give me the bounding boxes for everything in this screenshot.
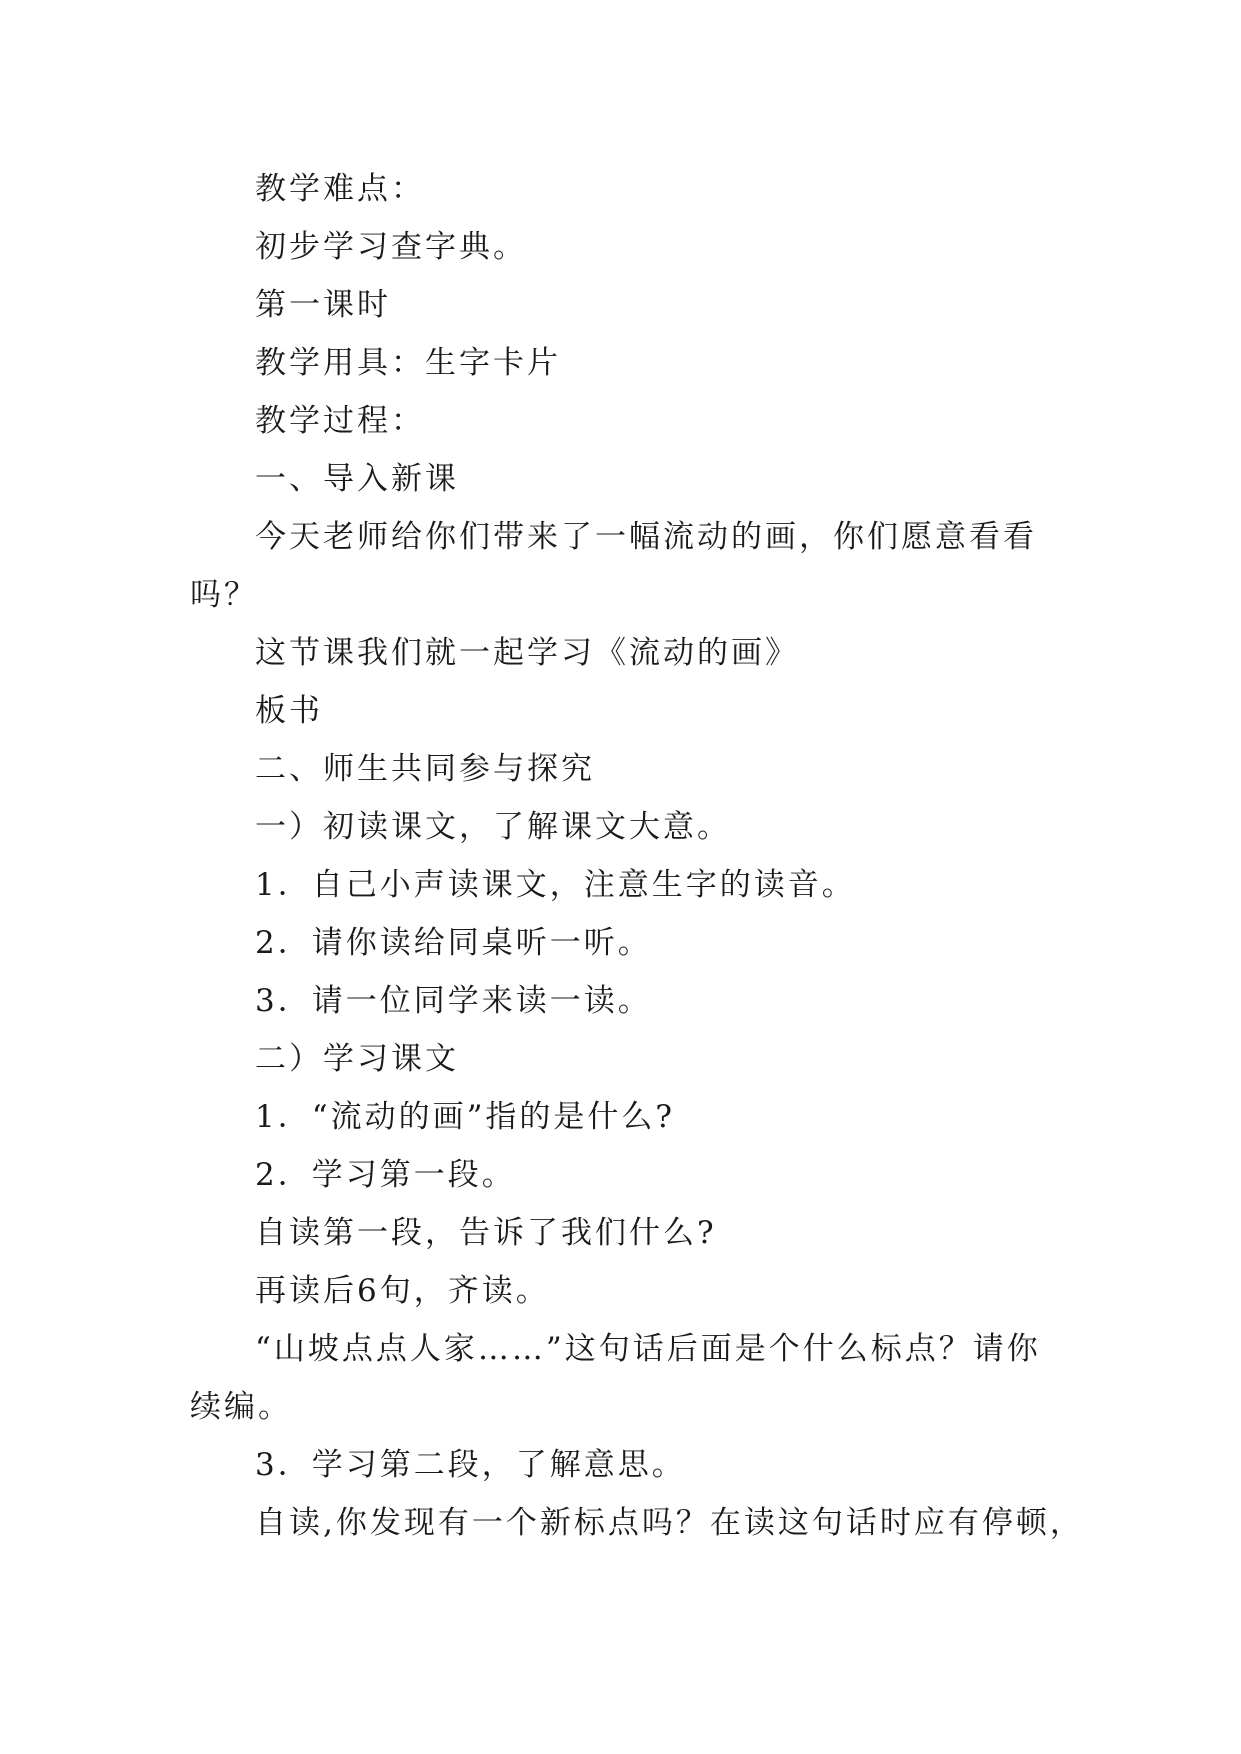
subsection-heading: 二）学习课文 xyxy=(255,1041,459,1077)
paragraph: “山坡点点人家……”这句话后面是个什么标点？请你续编。 xyxy=(190,1331,1041,1425)
text-line: 自读,你发现有一个新标点吗？在读这句话时应有停顿， xyxy=(255,1505,1084,1541)
text-line: 教学用具：生字卡片 xyxy=(255,345,561,381)
paragraph: 今天老师给你们带来了一幅流动的画，你们愿意看看吗？ xyxy=(190,519,1037,613)
subsection-heading: 一）初读课文，了解课文大意。 xyxy=(255,809,731,845)
text-line: 再读后6句，齐读。 xyxy=(255,1273,550,1309)
list-item: 1．“流动的画”指的是什么? xyxy=(255,1099,676,1135)
heading-teaching-difficulty: 教学难点： xyxy=(255,171,425,207)
list-item: 2．学习第一段。 xyxy=(255,1157,516,1193)
list-item: 3．请一位同学来读一读。 xyxy=(255,983,652,1019)
section-heading: 一、导入新课 xyxy=(255,461,459,497)
text-line: 板书 xyxy=(255,693,323,729)
document-body xyxy=(190,160,1084,1552)
text-line: 自读第一段，告诉了我们什么? xyxy=(255,1215,717,1251)
heading-teaching-process: 教学过程： xyxy=(255,403,425,439)
text-line: 初步学习查字典。 xyxy=(255,229,527,265)
list-item: 2．请你读给同桌听一听。 xyxy=(255,925,652,961)
text-line: 这节课我们就一起学习《流动的画》 xyxy=(255,635,799,671)
list-item: 1．自己小声读课文，注意生字的读音。 xyxy=(255,867,856,903)
list-item: 3．学习第二段，了解意思。 xyxy=(255,1447,686,1483)
section-heading: 二、师生共同参与探究 xyxy=(255,751,595,787)
heading-first-lesson: 第一课时 xyxy=(255,287,391,323)
